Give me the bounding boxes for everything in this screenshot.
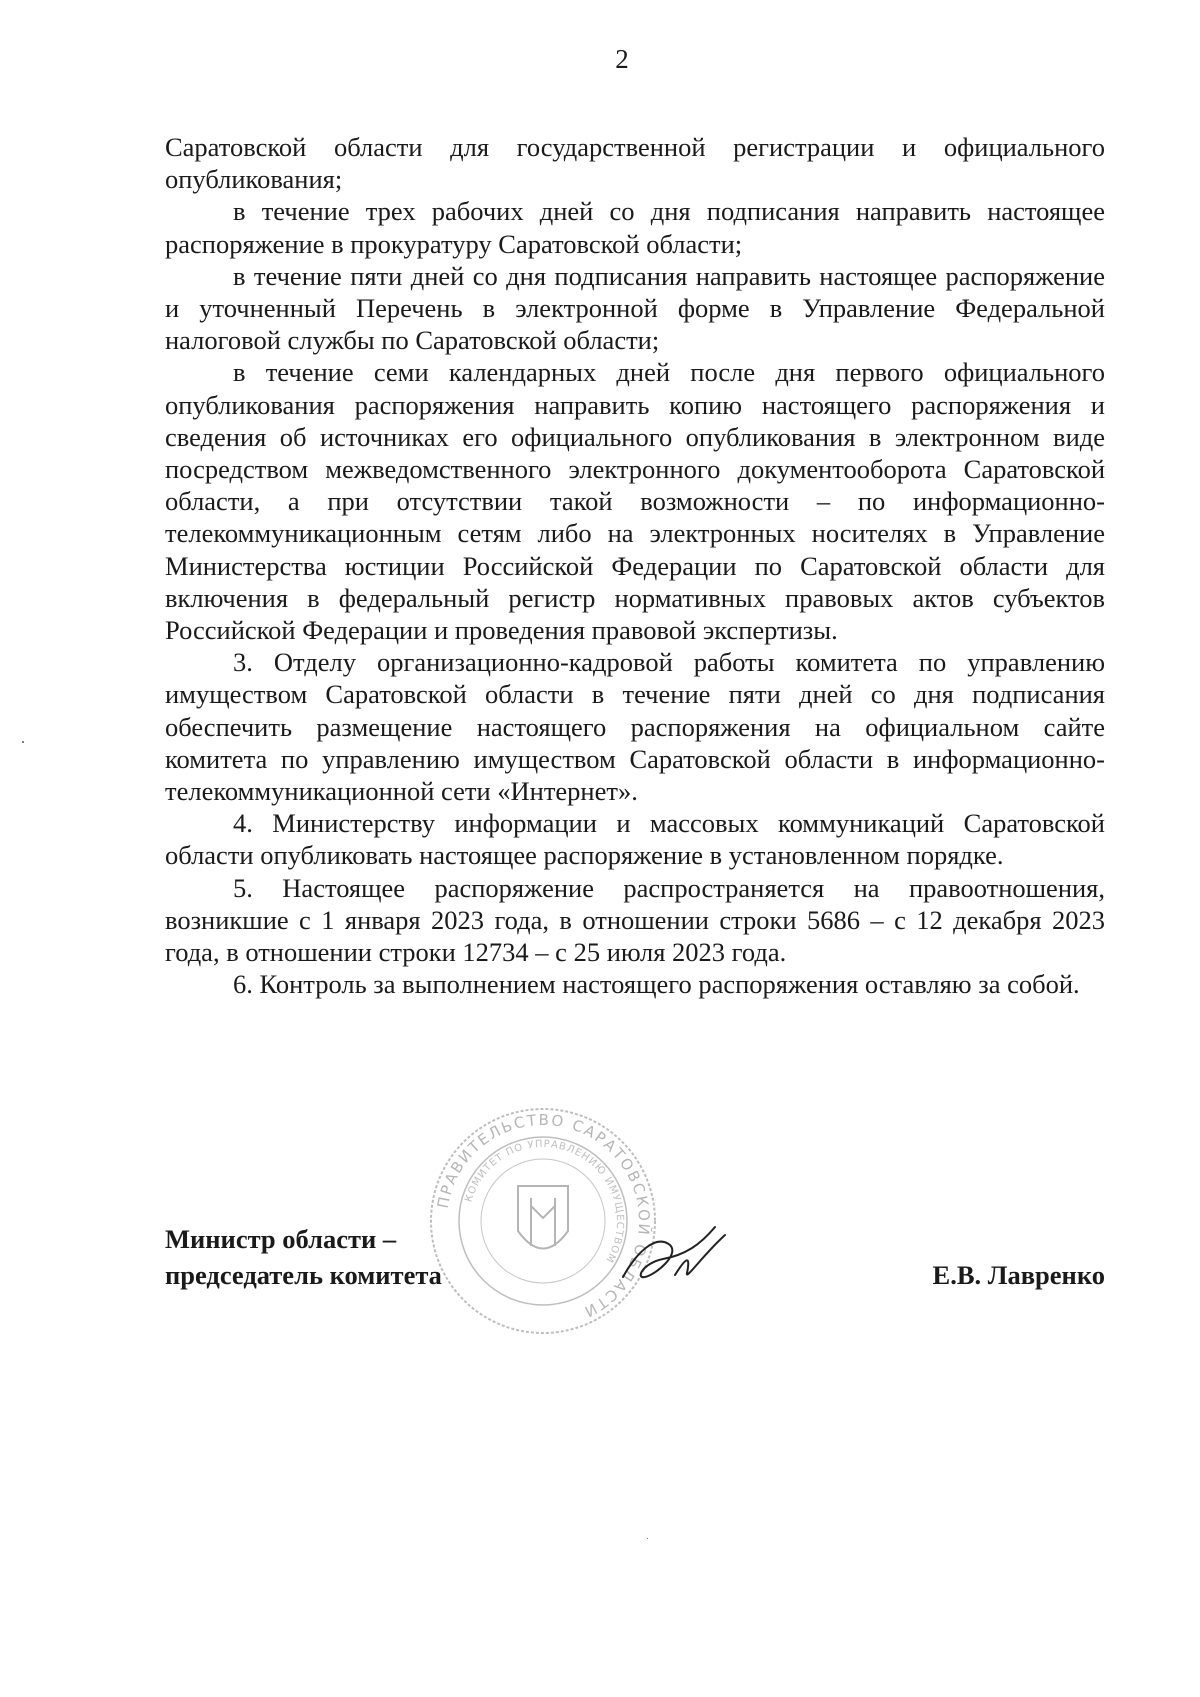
paragraph-tax-service: в течение пяти дней со дня подписания направить настоящее распоряжение и уточненный Перечень в электронной форме в Управление Федеральной налоговой службы по Саратовской области; bbox=[165, 260, 1105, 356]
paragraph-item-6: 6. Контроль за выполнением настоящего распоряжения оставляю за собой. bbox=[233, 969, 1080, 1000]
paragraph-item-4: 4. Министерству информации и массовых коммуникаций Саратовской области опубликовать настоящее распоряжение в установленном порядке. bbox=[165, 808, 1105, 871]
paragraph-continuation: Саратовской области для государственной регистрации и официального опубликования; bbox=[165, 132, 1105, 195]
scan-speck bbox=[22, 741, 24, 743]
handwritten-signature bbox=[615, 1215, 730, 1295]
paragraph-item-5: 5. Настоящее распоряжение распространяется на правоотношения, возникшие с 1 января 2023 года, в отношении строки 5686 – с 12 декабря 2023 года, в отношении строки 12734 – с 25 июля 2023 года. bbox=[165, 872, 1105, 968]
stamp-outer-text: ПРАВИТЕЛЬСТВО САРАТОВСКОЙ ОБЛАСТИ bbox=[433, 1110, 654, 1322]
paragraph-prosecutor: в течение трех рабочих дней со дня подписания направить настоящее распоряжение в прокуратуру Саратовской области; bbox=[165, 196, 1105, 259]
signatory-title-line1: Министр области – bbox=[165, 1224, 397, 1254]
page-number: 2 bbox=[615, 44, 629, 74]
stamp-inner-text: КОМИТЕТ ПО УПРАВЛЕНИЮ ИМУЩЕСТВОМ bbox=[463, 1138, 626, 1265]
signatory-name: Е.В. Лавренко bbox=[932, 1260, 1105, 1290]
coat-of-arms-icon bbox=[518, 1186, 568, 1249]
signatory-title-line2: председатель комитета bbox=[165, 1260, 442, 1290]
signatory-title bbox=[165, 1221, 442, 1293]
paragraph-item-3: 3. Отделу организационно-кадровой работы комитета по управлению имуществом Саратовской области в течение пяти дней со дня подписания обеспечить размещение настоящего распоряжения на официальном сайте комитета по управлению имуществом Саратовской области в информационно-телекоммуникационной сети «Интернет». bbox=[165, 647, 1105, 807]
document-body bbox=[165, 131, 1105, 1000]
paragraph-justice-ministry: в течение семи календарных дней после дня первого официального опубликования распоряжения направить копию настоящего распоряжения и сведения об источниках его официального опубликования в электронном виде посредством межведомственного электронного документооборота Саратовской области, а при отсутствии такой возможности – по информационно-телекоммуникационным сетям либо на электронных носителях в Управление Министерства юстиции Российской Федерации по Саратовской области для включения в федеральный регистр нормативных правовых актов субъектов Российской Федерации и проведения правовой экспертизы. bbox=[165, 357, 1105, 646]
scan-speck bbox=[647, 1538, 648, 1539]
